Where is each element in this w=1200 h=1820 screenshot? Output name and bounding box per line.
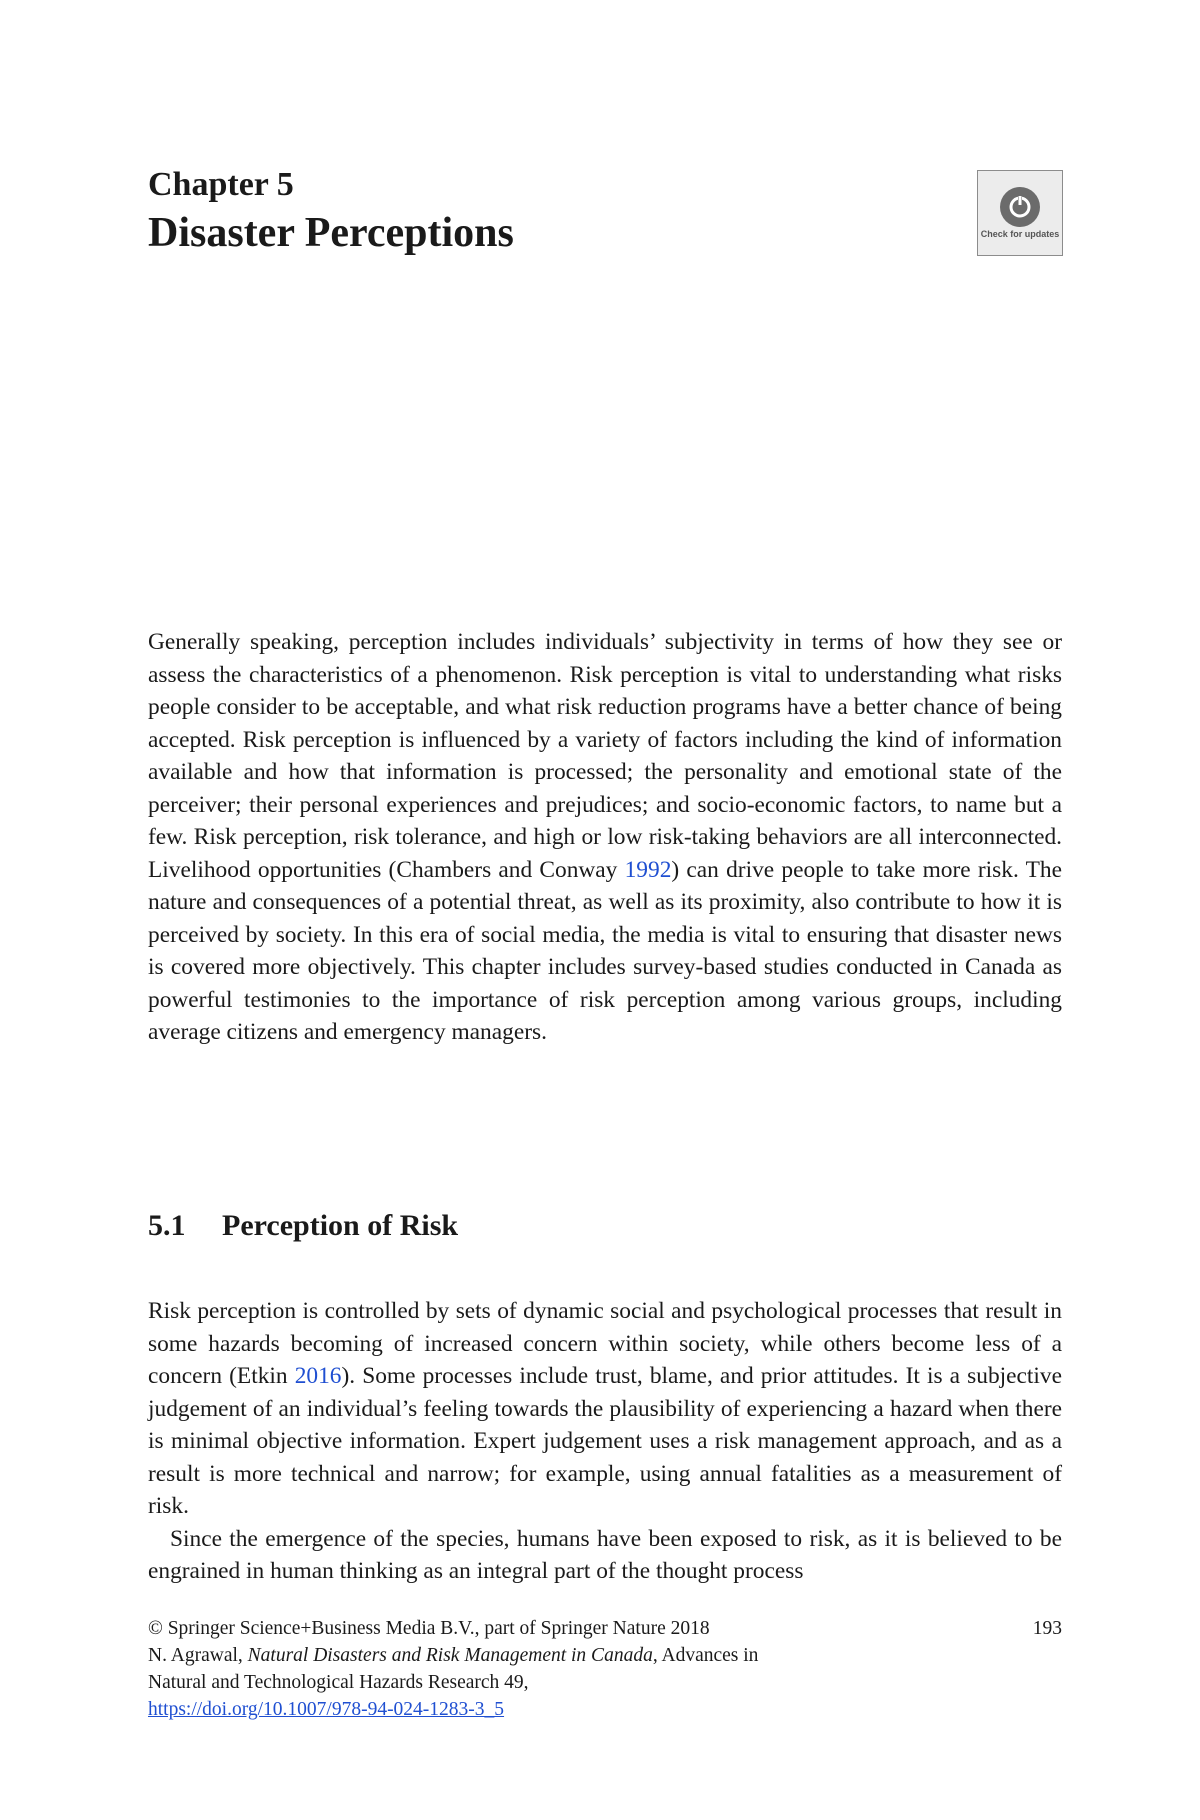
footer-series-part-2: Natural and Technological Hazards Research 49, xyxy=(148,1672,529,1693)
footer-series-part-1: , Advances in xyxy=(652,1645,759,1666)
check-updates-icon xyxy=(1000,187,1040,227)
section-paragraph-2: Since the emergence of the species, humans have been exposed to risk, as it is believed to be engrained in human thinking as an integral part of the thought process xyxy=(148,1525,1062,1584)
chapter-label: Chapter 5 xyxy=(148,166,294,203)
page-footer xyxy=(148,1615,1062,1723)
abstract-paragraph xyxy=(148,626,1062,1049)
footer-book-title: Natural Disasters and Risk Management in Canada xyxy=(247,1645,653,1666)
abstract-text-part-2: ) can drive people to take more risk. The nature and consequences of a potential threat, as well as its proximity, also contribute to how it is perceived by society. In this era of social media, the media is vital to ensuring that disaster news is covered more objectively. This chapter includes survey-based studies conducted in Canada as powerful testimonies to the importance of risk perception among various groups, including average citizens and emergency managers. xyxy=(148,856,1062,1045)
section-body xyxy=(148,1295,1062,1588)
copyright-notice: © Springer Science+Business Media B.V., part of Springer Nature 2018 xyxy=(148,1618,710,1639)
footer-citation xyxy=(148,1642,1062,1669)
section-p1-text-part-1: Risk perception is controlled by sets of dynamic social and psychological processes that result in some hazards becoming of increased concern within society, while others become less of a concern (Etkin xyxy=(148,1298,1062,1389)
footer-author: N. Agrawal, xyxy=(148,1645,248,1666)
section-heading xyxy=(148,1208,458,1244)
page-number: 193 xyxy=(1032,1618,1062,1639)
abstract-text-part-1: Generally speaking, perception includes individuals’ subjectivity in terms of how they see or assess the characteristics of a phenomenon. Risk perception is vital to understanding what risks people consider to be acceptable, and what risk reduction programs have a better chance of being accepted. Risk perception is influenced by a variety of factors including the kind of information available and how that information is processed; the personality and emotional state of the perceiver; their personal experiences and prejudices; and socio-economic factors, to name but a few. Risk perception, risk tolerance, and high or low risk-taking behaviors are all interconnected. Livelihood opportunities (Chambers and Conway xyxy=(148,629,1062,883)
citation-link-1992[interactable]: 1992 xyxy=(624,856,672,883)
check-updates-label: Check for updates xyxy=(980,229,1060,239)
section-number: 5.1 xyxy=(148,1209,186,1242)
section-title: Perception of Risk xyxy=(222,1209,459,1242)
footer-line-1 xyxy=(148,1615,1062,1642)
section-paragraph-1 xyxy=(148,1295,1062,1523)
chapter-title: Disaster Perceptions xyxy=(148,210,514,256)
doi-link[interactable]: https://doi.org/10.1007/978-94-024-1283-3_5 xyxy=(148,1699,505,1720)
citation-link-2016[interactable]: 2016 xyxy=(294,1363,342,1389)
check-for-updates-badge[interactable] xyxy=(977,170,1063,256)
section-p1-text-part-2: ). Some processes include trust, blame, and prior attitudes. It is a subjective judgement of an individual’s feeling towards the plausibility of experiencing a hazard when there is minimal objective information. Expert judgement uses a risk management approach, and as a result is more technical and narrow; for example, using annual fatalities as a measurement of risk. xyxy=(148,1363,1062,1519)
